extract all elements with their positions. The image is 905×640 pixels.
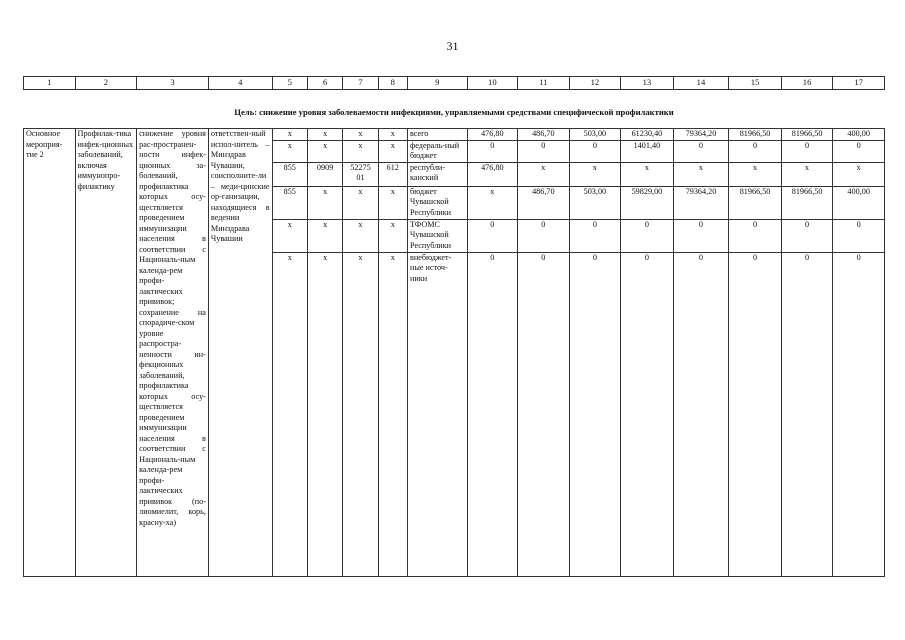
cell: 0 bbox=[673, 252, 729, 576]
cell: 855 bbox=[272, 186, 307, 219]
column-number: 16 bbox=[781, 77, 833, 90]
cell: 0 bbox=[467, 252, 518, 576]
cell: 79364,20 bbox=[673, 129, 729, 141]
cell: 855 bbox=[272, 162, 307, 186]
cell: 59829,00 bbox=[621, 186, 674, 219]
cell: 81966,50 bbox=[729, 129, 782, 141]
cell: 0 bbox=[833, 219, 885, 252]
cell: x bbox=[673, 162, 729, 186]
cell: 81966,50 bbox=[781, 186, 833, 219]
funding-source: республи-канский bbox=[407, 162, 467, 186]
cell: x bbox=[343, 140, 378, 162]
cell: x bbox=[378, 219, 407, 252]
column-number-row bbox=[24, 77, 885, 90]
cell: x bbox=[272, 219, 307, 252]
cell: x bbox=[467, 186, 518, 219]
cell: 503,00 bbox=[569, 186, 621, 219]
cell: x bbox=[518, 162, 570, 186]
column-number: 5 bbox=[272, 77, 307, 90]
column-number: 17 bbox=[833, 77, 885, 90]
column-number: 6 bbox=[307, 77, 342, 90]
cell: 0 bbox=[518, 252, 570, 576]
cell: 0 bbox=[729, 140, 782, 162]
column-number: 7 bbox=[343, 77, 378, 90]
cell: 0 bbox=[467, 219, 518, 252]
column-number: 11 bbox=[518, 77, 570, 90]
cell: x bbox=[569, 162, 621, 186]
cell: 0 bbox=[621, 252, 674, 576]
column-number: 13 bbox=[621, 77, 674, 90]
column-number: 8 bbox=[378, 77, 407, 90]
column-number: 9 bbox=[407, 77, 467, 90]
funding-source: всего bbox=[407, 129, 467, 141]
cell: x bbox=[781, 162, 833, 186]
cell: x bbox=[378, 252, 407, 576]
cell: x bbox=[833, 162, 885, 186]
cell: 0 bbox=[781, 219, 833, 252]
cell: 0 bbox=[781, 252, 833, 576]
cell: 0 bbox=[518, 219, 570, 252]
column-number: 4 bbox=[208, 77, 272, 90]
cell: 61230,40 bbox=[621, 129, 674, 141]
funding-source: федераль-ный бюджет bbox=[407, 140, 467, 162]
cell: x bbox=[378, 186, 407, 219]
cell: x bbox=[378, 129, 407, 141]
cell: 400,00 bbox=[833, 129, 885, 141]
budget-table bbox=[23, 76, 885, 577]
cell: 79364,20 bbox=[673, 186, 729, 219]
cell: 0 bbox=[673, 140, 729, 162]
cell: 503,00 bbox=[569, 129, 621, 141]
cell: 0909 bbox=[307, 162, 342, 186]
cell: 52275 01 bbox=[343, 162, 378, 186]
cell: 81966,50 bbox=[781, 129, 833, 141]
goal-row bbox=[24, 90, 885, 129]
cell: x bbox=[378, 140, 407, 162]
column-number: 1 bbox=[24, 77, 76, 90]
cell: 0 bbox=[833, 252, 885, 576]
cell: x bbox=[307, 129, 342, 141]
cell: x bbox=[343, 252, 378, 576]
cell: 400,00 bbox=[833, 186, 885, 219]
cell: x bbox=[272, 140, 307, 162]
funding-source: внебюджет-ные источ-ники bbox=[407, 252, 467, 576]
cell: x bbox=[343, 129, 378, 141]
cell: x bbox=[307, 252, 342, 576]
goal-text: Цель: снижение уровня заболеваемости инфекциями, управляемыми средствами специфической профилактики bbox=[24, 90, 885, 129]
cell: x bbox=[343, 186, 378, 219]
event-title: Профилак-тика инфек-ционных заболеваний, включая иммунопро-филактику bbox=[75, 129, 137, 577]
cell: 0 bbox=[569, 140, 621, 162]
cell: 81966,50 bbox=[729, 186, 782, 219]
cell: 612 bbox=[378, 162, 407, 186]
column-number: 15 bbox=[729, 77, 782, 90]
cell: 0 bbox=[673, 219, 729, 252]
column-number: 10 bbox=[467, 77, 518, 90]
funding-source: ТФОМС Чувашской Республики bbox=[407, 219, 467, 252]
table-row bbox=[24, 129, 885, 141]
page-number: 31 bbox=[446, 39, 459, 53]
cell: 0 bbox=[467, 140, 518, 162]
cell: 0 bbox=[569, 219, 621, 252]
cell: x bbox=[307, 219, 342, 252]
cell: x bbox=[343, 219, 378, 252]
cell: x bbox=[307, 186, 342, 219]
cell: 486,70 bbox=[518, 186, 570, 219]
cell: 0 bbox=[729, 219, 782, 252]
cell: 0 bbox=[729, 252, 782, 576]
column-number: 14 bbox=[673, 77, 729, 90]
column-number: 12 bbox=[569, 77, 621, 90]
cell: x bbox=[272, 129, 307, 141]
cell: 0 bbox=[833, 140, 885, 162]
cell: x bbox=[621, 162, 674, 186]
event-executor: ответствен-ный испол-нитель – Минздрав Чувашии, соисполните-ли – меди-цинские ор-ганизации, находящиеся в ведении Минздрава Чувашии bbox=[208, 129, 272, 577]
cell: 476,80 bbox=[467, 162, 518, 186]
cell: 486,70 bbox=[518, 129, 570, 141]
event-indicator: снижение уровня рас-пространен-ности инфек-ционных за-болеваний, профилактика которых осу-ществляется проведением иммунизации населения в соответствии с Националь-ным календа-рем профи-лактических прививок; сохранение на спорадиче-ском уровне распростра-ненности ин-фекционных заболеваний, профилактика которых осу-ществляется проведением иммунизации населения в соответствии с Националь-ным календа-рем профи-лактических прививок (по-лиомиелит, корь, красну-ха) bbox=[137, 129, 209, 577]
cell: 0 bbox=[518, 140, 570, 162]
cell: 0 bbox=[621, 219, 674, 252]
cell: 0 bbox=[781, 140, 833, 162]
cell: x bbox=[307, 140, 342, 162]
cell: 0 bbox=[569, 252, 621, 576]
cell: 476,80 bbox=[467, 129, 518, 141]
column-number: 2 bbox=[75, 77, 137, 90]
cell: 1401,40 bbox=[621, 140, 674, 162]
funding-source: бюджет Чувашской Республики bbox=[407, 186, 467, 219]
event-name: Основное мероприя-тие 2 bbox=[24, 129, 76, 577]
cell: x bbox=[729, 162, 782, 186]
column-number: 3 bbox=[137, 77, 209, 90]
cell: x bbox=[272, 252, 307, 576]
